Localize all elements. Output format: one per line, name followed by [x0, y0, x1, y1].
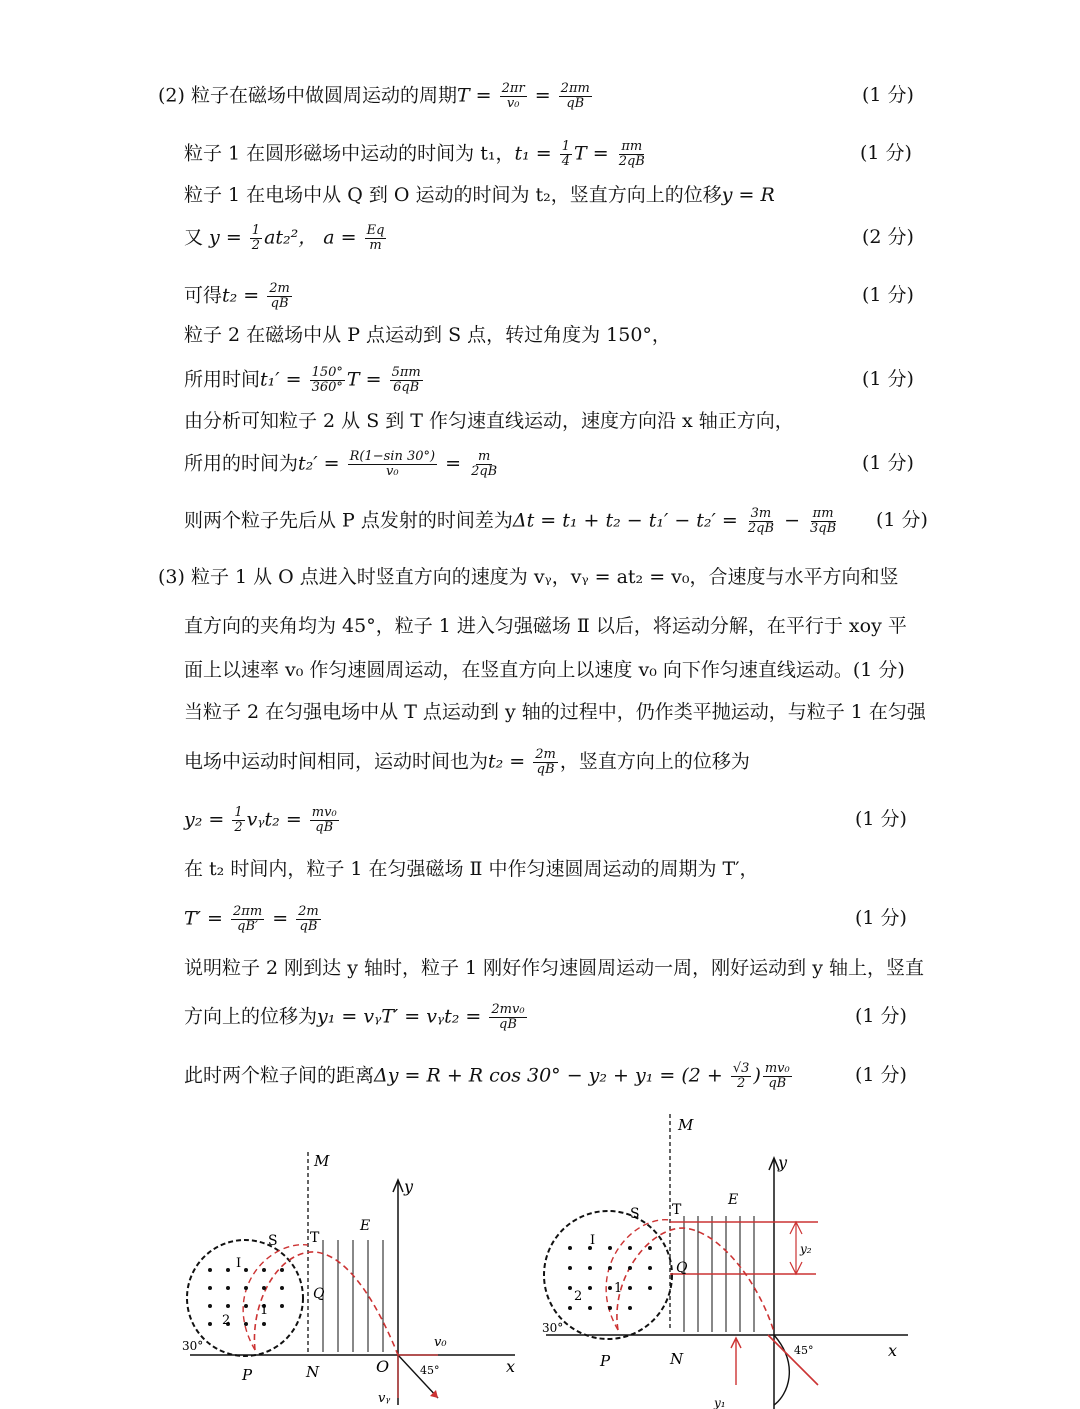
label-M: M [314, 1152, 330, 1170]
label-v0: v₀ [434, 1335, 447, 1350]
numerator: 2m [535, 747, 556, 762]
score-label: (1 分) [862, 284, 914, 306]
score-label: (1 分) [862, 84, 914, 106]
text: 在 t₂ 时间内，粒子 1 在匀强磁场 Ⅱ 中作匀速圆周运动的周期为 T′， [184, 858, 759, 880]
label-x: x [506, 1357, 516, 1376]
line-text [184, 182, 775, 208]
text: 粒子 1 在圆形磁场中运动的时间为 t₁， [184, 142, 515, 165]
text: 直方向的夹角均为 45°，粒子 1 进入匀强磁场 Ⅱ 以后，将运动分解，在平行于 xoy 平 [184, 615, 907, 637]
text: 则两个粒子先后从 P 点发射的时间差为 [184, 509, 513, 532]
math: y = [209, 226, 248, 249]
fraction [763, 1062, 792, 1091]
numerator: πm [812, 506, 834, 521]
fraction [559, 82, 592, 111]
fraction [310, 806, 339, 835]
line-text [184, 507, 840, 536]
numerator: 1 [561, 139, 571, 154]
math: T = [574, 142, 615, 165]
numerator: mv₀ [764, 1061, 790, 1076]
label-S: S [630, 1206, 640, 1222]
numerator: m [477, 449, 491, 464]
fraction [533, 748, 558, 777]
text: 由分析可知粒子 2 从 S 到 T 作匀速直线运动，速度方向沿 x 轴正方向， [184, 410, 794, 432]
label-y2: y₂ [800, 1242, 812, 1256]
math: t₂ = [488, 750, 532, 773]
label-y: y [404, 1177, 414, 1196]
numerator: 2m [298, 904, 319, 919]
denominator: 2qB [747, 521, 775, 536]
label-y1: y₁ [714, 1396, 726, 1409]
score-label: (1 分) [855, 1005, 907, 1027]
fraction [746, 507, 776, 536]
denominator: 2 [234, 820, 243, 835]
label-45deg: 45° [794, 1344, 814, 1357]
fraction [469, 450, 499, 479]
math: y = R [721, 184, 775, 206]
score-label: (1 分) [855, 1064, 907, 1086]
line-l11 [0, 564, 1080, 594]
label-30deg: 30° [182, 1339, 204, 1353]
fraction [489, 1003, 526, 1032]
text: 面上以速率 v₀ 作匀速圆周运动，在竖直方向上以速度 v₀ 向下作匀速直线运动。(1 分) [184, 659, 905, 681]
fraction [310, 366, 345, 395]
score-label: (2 分) [862, 226, 914, 248]
math: t₂ = [222, 284, 266, 307]
denominator: 2 [251, 238, 261, 253]
math: t₂′ = [298, 452, 346, 475]
math: T = [346, 368, 388, 391]
numerator: 2mv₀ [491, 1002, 525, 1017]
line-l8 [0, 408, 1080, 438]
text: 又 [184, 226, 210, 249]
score-label: (1 分) [876, 509, 928, 531]
text: ，竖直方向上的位移为 [559, 750, 750, 773]
math: − [778, 509, 807, 532]
line-l13 [0, 657, 1080, 687]
denominator: 2qB [471, 464, 498, 479]
line-text [158, 82, 594, 111]
figure-left [180, 1140, 540, 1409]
numerator: πm [621, 139, 643, 154]
line-l2 [0, 140, 1080, 170]
math: y₂ = [184, 808, 231, 831]
numerator: 2πm [233, 904, 263, 919]
math: t₁′ = [260, 368, 308, 391]
numerator: 1 [234, 805, 243, 820]
score-label: (1 分) [855, 907, 907, 929]
line-text [184, 955, 924, 981]
numerator: 2πm [560, 81, 590, 96]
line-l7 [0, 366, 1080, 396]
numerator: 3m [750, 506, 772, 521]
math: T′ = [184, 907, 229, 930]
label-1: 1 [614, 1281, 623, 1296]
math: at₂²， a = [264, 226, 363, 249]
label-N: N [670, 1350, 684, 1368]
line-text [184, 140, 649, 169]
math: t₁ = [514, 142, 558, 165]
line-l18 [0, 905, 1080, 935]
math: = [439, 452, 468, 475]
fraction [250, 224, 262, 253]
line-text [184, 613, 907, 639]
line-text [184, 322, 671, 348]
text: 所用的时间为 [184, 452, 299, 475]
line-text [184, 408, 794, 434]
denominator: 2 [737, 1076, 746, 1091]
label-E: E [360, 1218, 371, 1234]
line-text [158, 564, 899, 590]
line-l4 [0, 224, 1080, 254]
numerator: 5πm [391, 365, 421, 380]
label-I: I [236, 1256, 242, 1271]
line-l21 [0, 1062, 1080, 1092]
denominator: qB [499, 1017, 517, 1032]
line-l6 [0, 322, 1080, 352]
line-l20 [0, 1003, 1080, 1033]
label-T: T [672, 1202, 682, 1218]
label-T: T [310, 1230, 320, 1246]
denominator: 360° [311, 380, 343, 395]
denominator: qB [270, 296, 289, 311]
math: Δt = t₁ + t₂ − t₁′ − t₂′ = [512, 509, 744, 532]
fraction [390, 366, 423, 395]
label-y: y [778, 1153, 788, 1172]
fraction [348, 450, 437, 479]
math: = [528, 84, 557, 107]
numerator: 2m [269, 281, 290, 296]
line-text [184, 806, 341, 835]
fraction [808, 507, 838, 536]
line-l5 [0, 282, 1080, 312]
denominator: qB [536, 762, 555, 777]
line-text [184, 657, 905, 683]
math: Δy = R + R cos 30° − y₂ + y₁ = (2 + [374, 1064, 729, 1087]
denominator: m [369, 238, 382, 253]
label-Q: Q [313, 1286, 325, 1302]
fraction [500, 82, 527, 111]
denominator: qB [566, 96, 585, 111]
line-l17 [0, 856, 1080, 886]
fraction [731, 1062, 752, 1091]
text: 粒子 1 在电场中从 Q 到 O 运动的时间为 t₂，竖直方向上的位移 [184, 184, 722, 206]
score-label: (1 分) [862, 368, 914, 390]
label-2: 2 [222, 1313, 231, 1328]
fraction [267, 282, 292, 311]
text: 方向上的位移为 [184, 1005, 318, 1028]
line-l9 [0, 450, 1080, 480]
line-text [184, 450, 501, 479]
label-vy: vᵧ [378, 1391, 391, 1406]
text: 当粒子 2 在匀强电场中从 T 点运动到 y 轴的过程中，仍作类平抛运动，与粒子 1 在匀强 [184, 701, 926, 723]
numerator: 150° [311, 365, 343, 380]
denominator: v₀ [386, 464, 399, 479]
label-P: P [242, 1366, 253, 1384]
line-text [184, 282, 294, 311]
math: T = [456, 84, 498, 107]
denominator: 4 [561, 154, 571, 169]
line-text [184, 856, 759, 882]
label-1: 1 [260, 1303, 269, 1318]
fraction [560, 140, 572, 169]
denominator: 2qB [618, 154, 645, 169]
label-S: S [268, 1233, 278, 1249]
denominator: v₀ [506, 96, 520, 111]
numerator: R(1−sin 30°) [349, 449, 436, 464]
text: (2) 粒子在磁场中做圆周运动的周期 [158, 84, 457, 107]
score-label: (1 分) [860, 142, 912, 164]
line-l12 [0, 613, 1080, 643]
line-l3 [0, 182, 1080, 212]
label-45deg: 45° [420, 1364, 440, 1377]
figure-right [538, 1110, 938, 1409]
numerator: √3 [732, 1061, 750, 1076]
fraction [232, 806, 244, 835]
label-Q: Q [676, 1260, 688, 1276]
numerator: Eq [366, 223, 385, 238]
math: y₁ = vᵧT′ = vᵧt₂ = [317, 1005, 488, 1028]
numerator: 1 [251, 223, 261, 238]
text: 电场中运动时间相同，运动时间也为 [184, 750, 489, 773]
label-E: E [728, 1192, 739, 1208]
line-l1 [0, 82, 1080, 112]
label-O: O [376, 1357, 390, 1376]
text: 所用时间 [184, 368, 261, 391]
label-x: x [888, 1341, 898, 1360]
fraction [231, 905, 264, 934]
fraction [365, 224, 387, 253]
line-l14 [0, 699, 1080, 729]
text: 粒子 2 在磁场中从 P 点运动到 S 点，转过角度为 150°， [184, 324, 671, 346]
line-l19 [0, 955, 1080, 985]
line-text [184, 366, 425, 395]
line-text [184, 1062, 794, 1091]
math: ) [753, 1064, 761, 1087]
line-text [184, 905, 323, 934]
line-l15 [0, 748, 1080, 778]
line-l16 [0, 806, 1080, 836]
text: 可得 [184, 284, 223, 307]
label-P: P [600, 1352, 611, 1370]
text: 此时两个粒子间的距离 [184, 1064, 375, 1087]
denominator: qB [768, 1076, 787, 1091]
denominator: qB′ [237, 919, 258, 934]
denominator: 6qB [393, 380, 420, 395]
text: (3) 粒子 1 从 O 点进入时竖直方向的速度为 vᵧ，vᵧ = at₂ = v₀，合速度与水平方向和竖 [158, 566, 899, 588]
denominator: qB [315, 820, 334, 835]
label-I: I [590, 1233, 596, 1248]
line-text [184, 224, 388, 253]
score-label: (1 分) [855, 808, 907, 830]
line-text [184, 748, 750, 777]
label-N: N [306, 1363, 320, 1381]
line-text [184, 699, 926, 725]
label-30deg: 30° [542, 1321, 564, 1335]
math: vᵧt₂ = [246, 808, 308, 831]
text: 说明粒子 2 刚到达 y 轴时，粒子 1 刚好作匀速圆周运动一周，刚好运动到 y 轴上，竖直 [184, 957, 924, 979]
score-label: (1 分) [862, 452, 914, 474]
math: = [266, 907, 295, 930]
fraction [296, 905, 321, 934]
denominator: 3qB [810, 521, 837, 536]
line-text [184, 1003, 529, 1032]
fraction [617, 140, 647, 169]
label-2: 2 [574, 1289, 583, 1304]
denominator: qB [299, 919, 318, 934]
line-l10 [0, 507, 1080, 537]
numerator: mv₀ [311, 805, 337, 820]
label-M: M [678, 1116, 694, 1134]
numerator: 2πr [501, 81, 525, 96]
